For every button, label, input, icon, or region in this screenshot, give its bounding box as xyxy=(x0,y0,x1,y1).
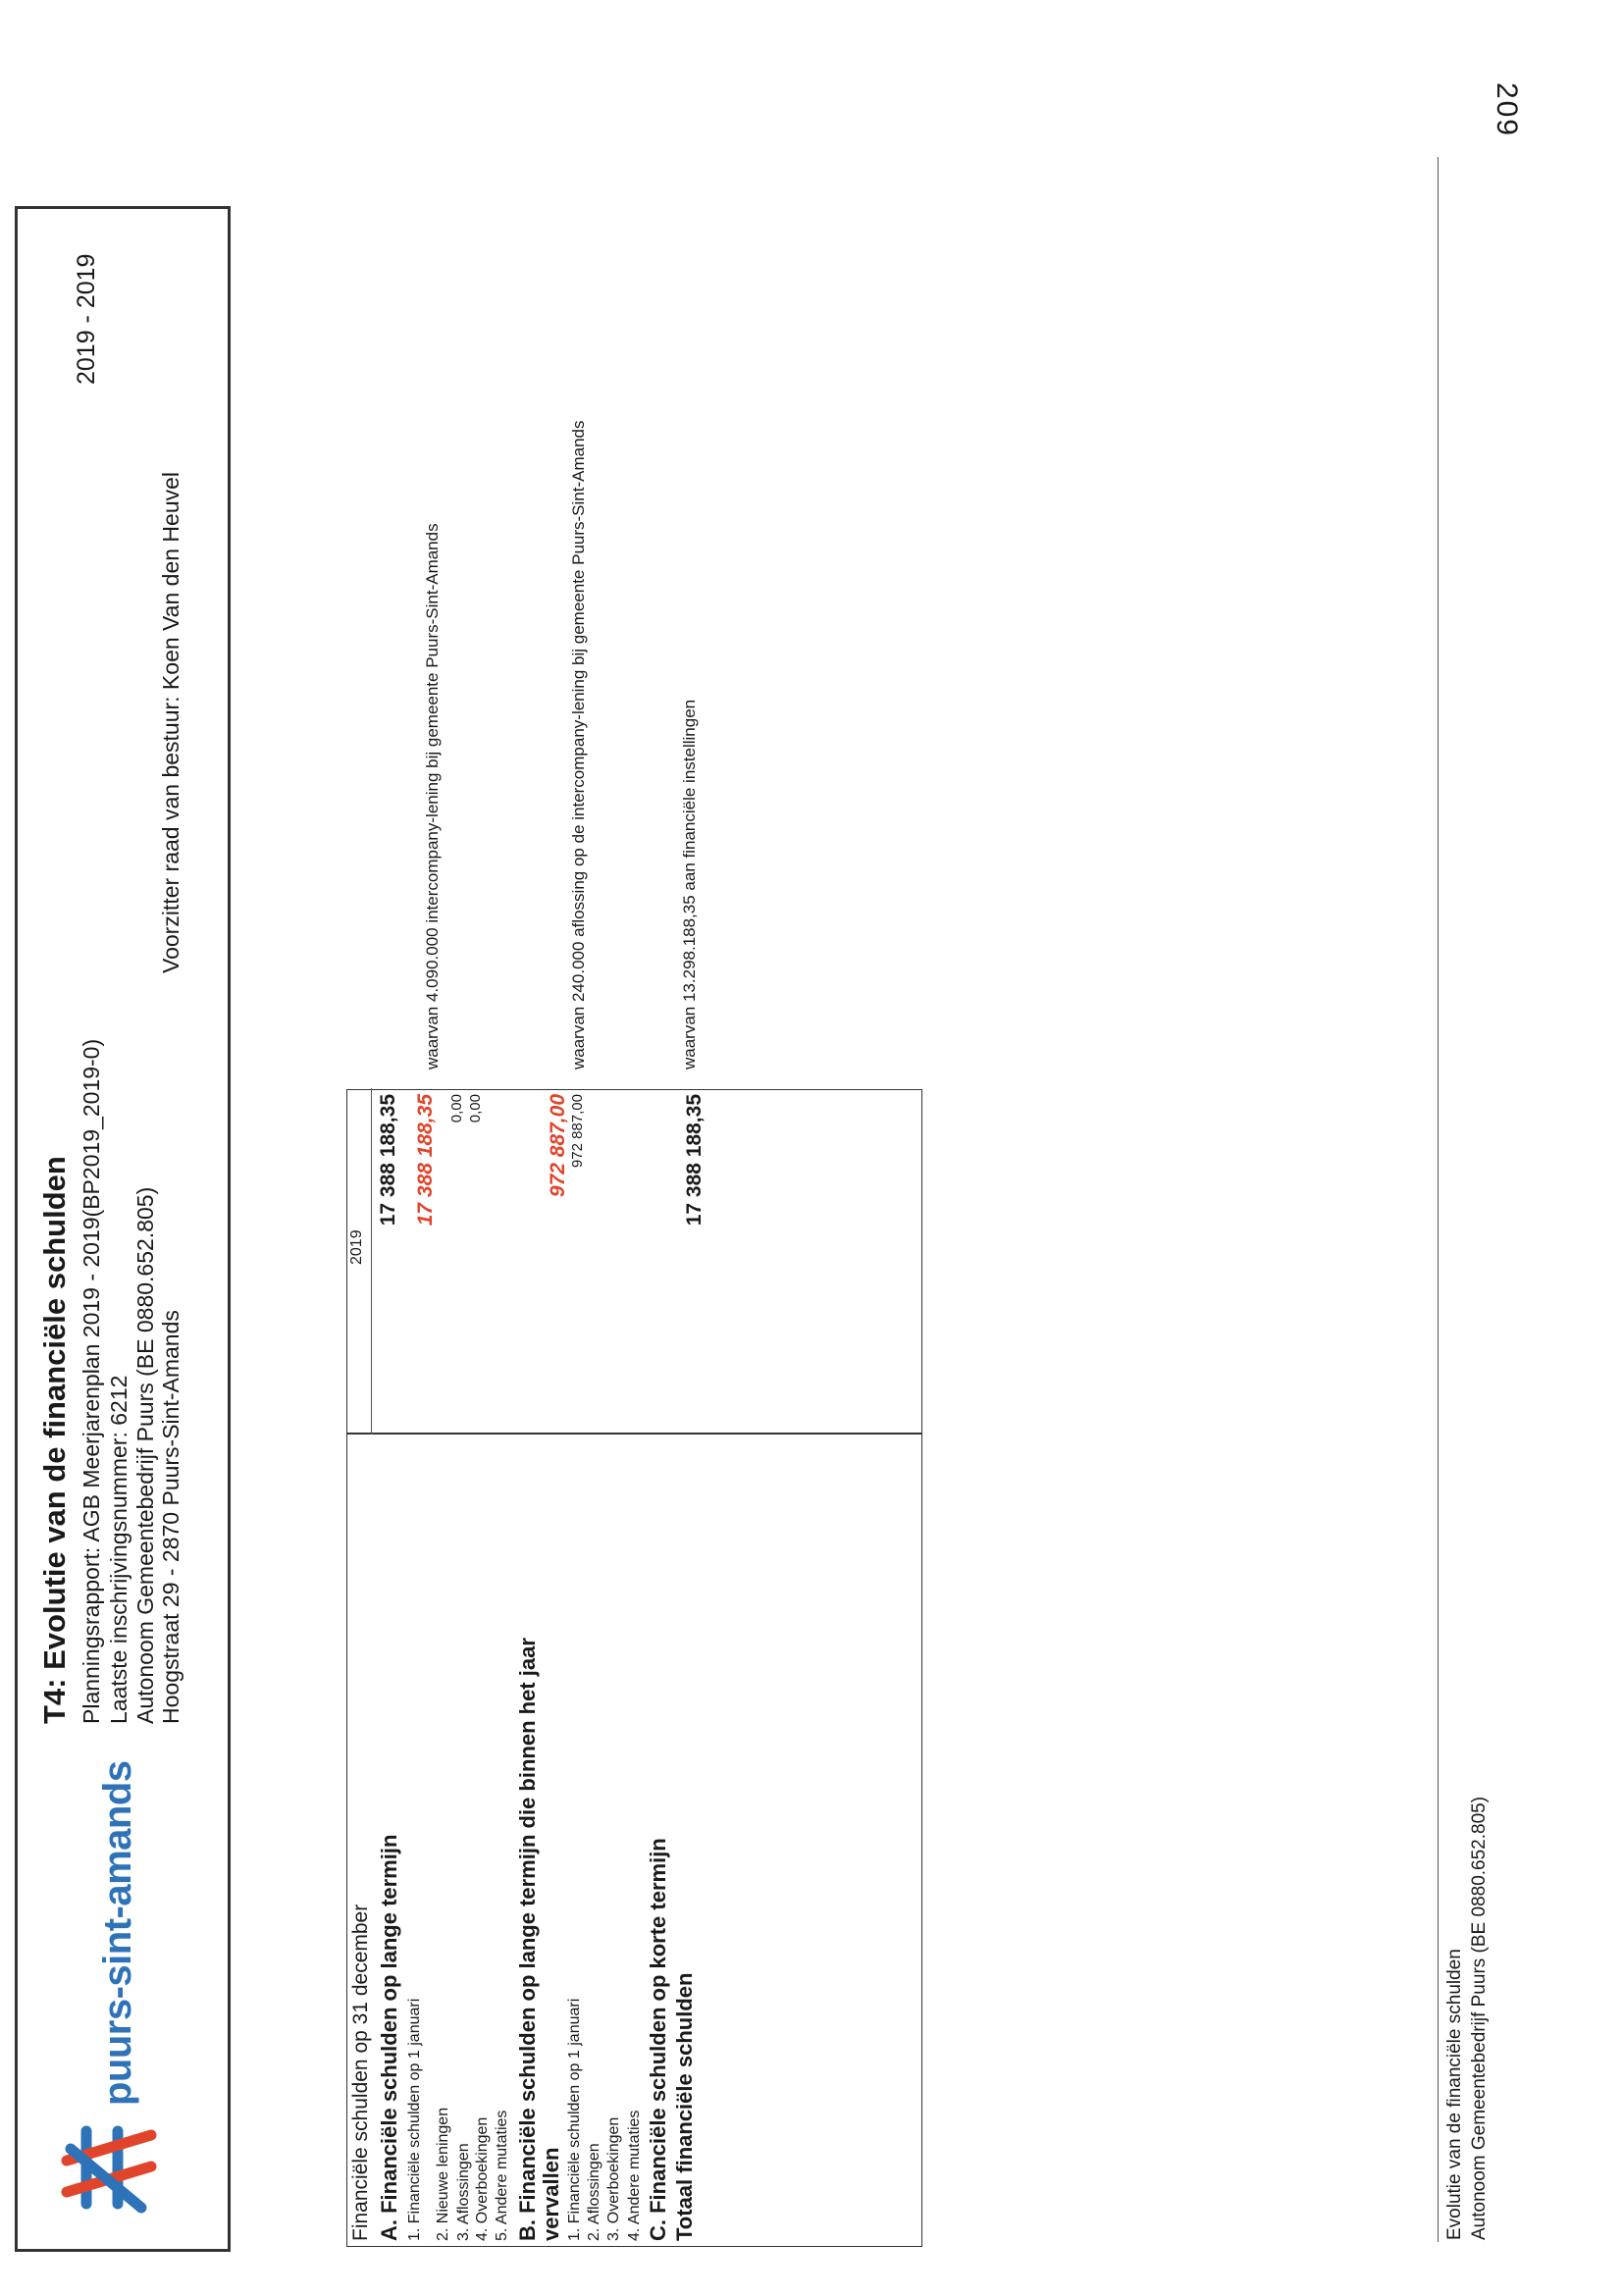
note-repayment: waarvan 240.000 aflossing op de intercompany-lening bij gemeente Puurs-Sint-Amands xyxy=(569,420,588,1070)
row-value: 972 887,00 xyxy=(569,1094,586,1169)
logo-mark-icon xyxy=(57,2113,165,2221)
row-label: B. Financiële schulden op lange termijn die binnen het jaar xyxy=(515,1638,540,2241)
footer-divider xyxy=(1438,157,1439,2242)
page-title: T4: Evolutie van de financiële schulden xyxy=(37,1156,72,1724)
footer-line-2: Autonoom Gemeentebedrijf Puurs (BE 0880.652.805) xyxy=(1469,1796,1490,2240)
header-underline xyxy=(371,1088,372,1435)
row-label: 4. Andere mutaties xyxy=(626,2110,643,2241)
row-label: 4. Overboekingen xyxy=(474,2116,491,2241)
year-header: 2019 xyxy=(348,1229,365,1265)
logo xyxy=(57,1760,204,2221)
row-value: 17 388 188,35 xyxy=(683,1094,706,1226)
report-header xyxy=(15,206,231,2252)
row-label: 5. Andere mutaties xyxy=(494,2110,510,2241)
row-label: A. Financiële schulden op lange termijn xyxy=(377,1834,401,2241)
footer-line-1: Evolutie van de financiële schulden xyxy=(1444,1949,1465,2240)
row-label: vervallen xyxy=(539,2147,563,2241)
registration-number: Laatste inschrijvingsnummer: 6212 xyxy=(106,1375,131,1724)
row-value: 17 388 188,35 xyxy=(377,1094,399,1226)
report-name: Planningsrapport: AGB Meerjarenplan 2019 - 2019(BP2019_2019-0) xyxy=(79,1038,104,1724)
row-label: 2. Nieuwe leningen xyxy=(435,2107,451,2241)
column-divider xyxy=(347,1433,921,1435)
debt-table xyxy=(346,1089,922,2247)
entity-address: Hoogstraat 29 - 2870 Puurs-Sint-Amands xyxy=(158,1310,183,1724)
row-label: 1. Financiële schulden op 1 januari xyxy=(406,1998,423,2241)
row-value: 972 887,00 xyxy=(547,1094,569,1198)
row-label: 3. Overboekingen xyxy=(605,2116,622,2241)
logo-text: puurs-sint-amands xyxy=(96,1760,139,2106)
row-label: 3. Aflossingen xyxy=(455,2143,472,2241)
note-intercompany-loan: waarvan 4.090.000 intercompany-lening bij gemeente Puurs-Sint-Amands xyxy=(423,523,442,1070)
row-label: Financiële schulden op 31 december xyxy=(349,1904,372,2241)
row-value: 0,00 xyxy=(467,1094,484,1123)
page-number: 209 xyxy=(1491,81,1523,137)
row-value: 17 388 188,35 xyxy=(414,1094,437,1226)
chair-person: Voorzitter raad van bestuur: Koen Van den Heuvel xyxy=(158,471,183,973)
period-range: 2019 - 2019 xyxy=(73,253,100,385)
entity-name: Autonoom Gemeentebedrijf Puurs (BE 0880.652.805) xyxy=(132,1186,158,1724)
row-value: 0,00 xyxy=(448,1094,465,1123)
row-label: 1. Financiële schulden op 1 januari xyxy=(566,1998,583,2241)
row-label: C. Financiële schulden op korte termijn xyxy=(646,1838,670,2241)
row-label: 2. Aflossingen xyxy=(586,2143,602,2241)
row-label: Totaal financiële schulden xyxy=(672,1972,697,2241)
note-financial-institutions: waarvan 13.298.188,35 aan financiële instellingen xyxy=(680,699,699,1070)
